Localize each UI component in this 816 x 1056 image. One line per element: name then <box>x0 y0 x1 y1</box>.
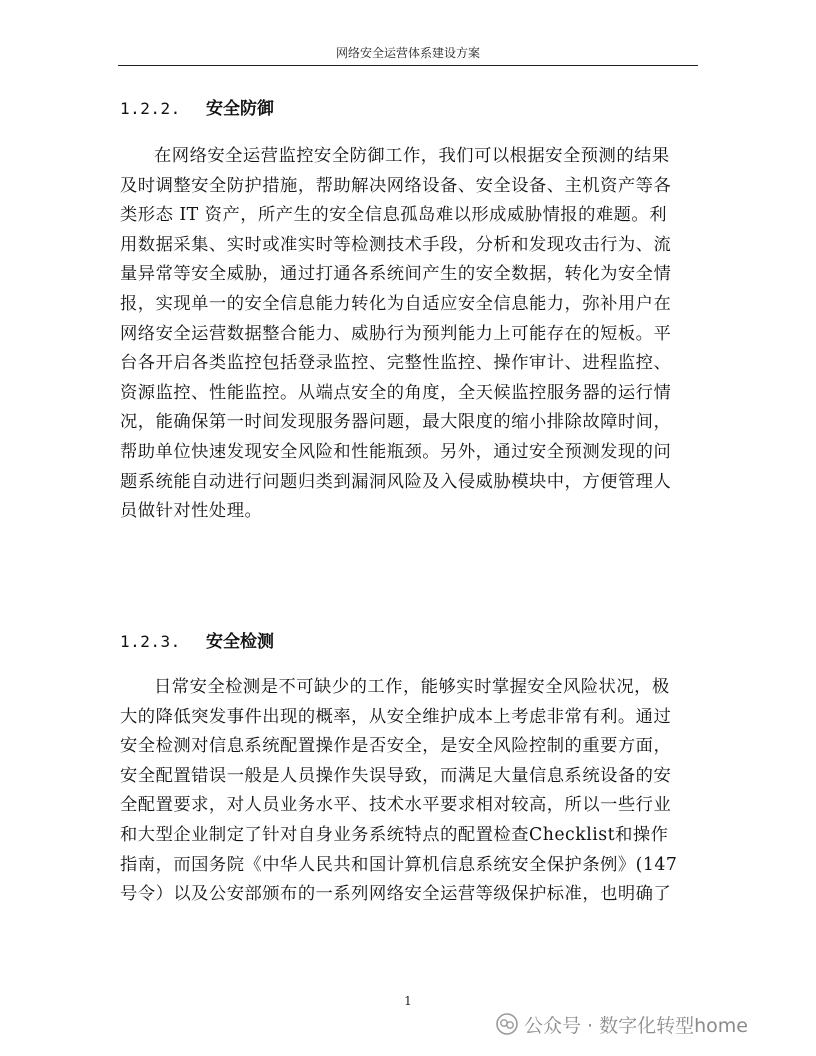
paragraph-line: 和大型企业制定了针对自身业务系统特点的配置检查Checklist和操作 <box>120 824 669 845</box>
paragraph-line: 安全配置错误一般是人员操作失误导致，而满足大量信息系统设备的安 <box>120 765 672 786</box>
paragraph-line: 安全检测对信息系统配置操作是否安全，是安全风险控制的重要方面， <box>120 736 672 757</box>
paragraph-line: 报，实现单一的安全信息能力转化为自适应安全信息能力，弥补用户在 <box>120 293 672 314</box>
section-title: 安全检测 <box>206 632 274 652</box>
paragraph-line: 员做针对性处理。 <box>120 501 263 522</box>
section-paragraph <box>120 142 698 527</box>
paragraph-line: 指南，而国务院《中华人民共和国计算机信息系统安全保护条例》(147 <box>120 854 678 875</box>
paragraph-line: 日常安全检测是不可缺少的工作，能够实时掌握安全风险状况，极 <box>154 677 670 697</box>
paragraph-line: 台各开启各类监控包括登录监控、完整性监控、操作审计、进程监控、 <box>120 353 672 374</box>
section-security-defense <box>120 94 698 527</box>
paragraph-line: 资源监控、性能监控。从端点安全的角度，全天候监控服务器的运行情 <box>120 382 672 403</box>
section-security-detection <box>120 627 698 910</box>
watermark-text: 公众号 · 数字化转型home <box>524 1014 748 1037</box>
page-header <box>118 44 698 66</box>
paragraph-line: 量异常等安全威胁，通过打通各系统间产生的安全数据，转化为安全情 <box>120 264 672 285</box>
paragraph-line: 类形态 IT 资产，所产生的安全信息孤岛难以形成威胁情报的难题。利 <box>120 205 667 226</box>
section-heading <box>120 94 698 124</box>
watermark <box>496 1010 748 1038</box>
section-paragraph <box>120 673 698 910</box>
paragraph-line: 号令）以及公安部颁布的一系列网络安全运营等级保护标准，也明确了 <box>120 884 672 905</box>
wechat-official-account-icon <box>496 1013 518 1035</box>
paragraph-line: 及时调整安全防护措施，帮助解决网络设备、安全设备、主机资产等各 <box>120 175 672 196</box>
paragraph-line: 全配置要求，对人员业务水平、技术水平要求相对较高，所以一些行业 <box>120 795 672 816</box>
paragraph-line: 况，能确保第一时间发现服务器问题，最大限度的缩小排除故障时间， <box>120 412 672 433</box>
page-header-title: 网络安全运营体系建设方案 <box>335 46 480 60</box>
paragraph-line: 帮助单位快速发现安全风险和性能瓶颈。另外，通过安全预测发现的问 <box>120 441 672 462</box>
section-number: 1.2.2. <box>120 99 181 118</box>
page-number: 1 <box>404 994 412 1008</box>
section-title: 安全防御 <box>206 99 274 119</box>
paragraph-line: 题系统能自动进行问题归类到漏洞风险及入侵威胁模块中，方便管理人 <box>120 471 672 492</box>
paragraph-line: 用数据采集、实时或准实时等检测技术手段，分析和发现攻击行为、流 <box>120 234 672 255</box>
paragraph-line: 大的降低突发事件出现的概率，从安全维护成本上考虑非常有利。通过 <box>120 706 672 727</box>
paragraph-line: 网络安全运营数据整合能力、威胁行为预判能力上可能存在的短板。平 <box>120 323 672 344</box>
section-heading <box>120 627 698 657</box>
section-number: 1.2.3. <box>120 632 181 651</box>
paragraph-line: 在网络安全运营监控安全防御工作，我们可以根据安全预测的结果 <box>154 146 670 166</box>
